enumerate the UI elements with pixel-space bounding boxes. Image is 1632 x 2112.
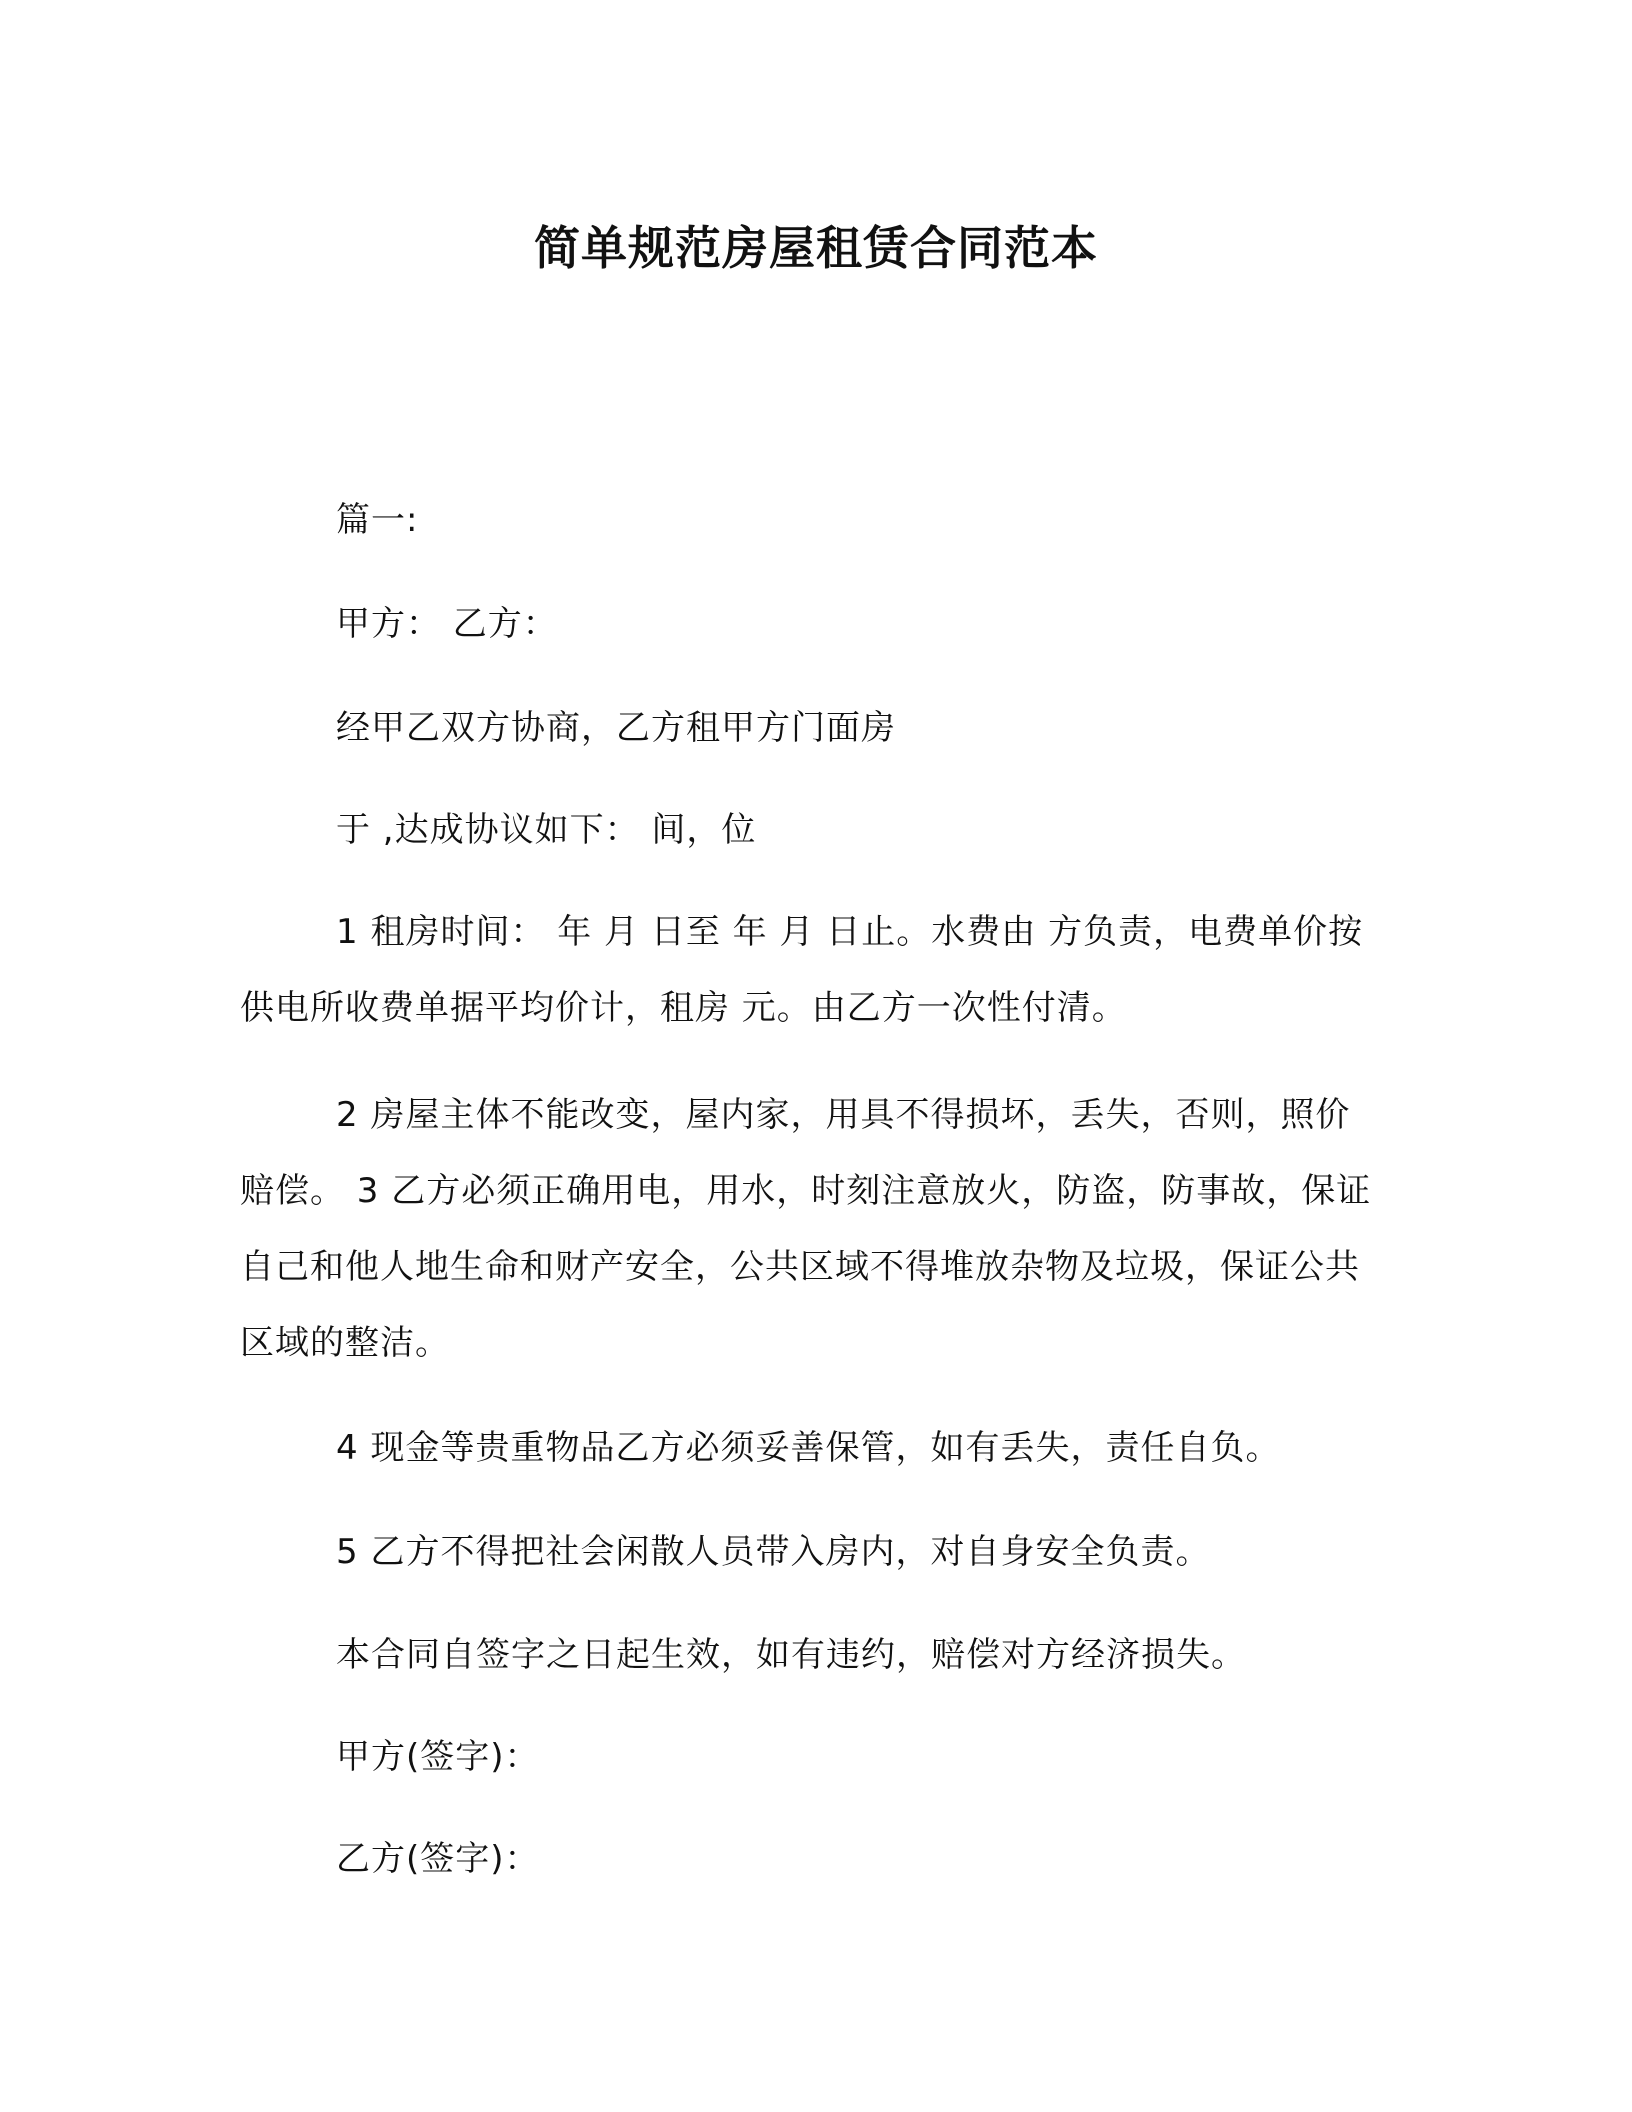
paragraph-negotiation: 经甲乙双方协商，乙方租甲方门面房 — [336, 708, 896, 748]
clause-1-rental-period: 1 租房时间： 年 月 日至 年 月 日止。水费由 方负责，电费单价按供电所收费单据平均价计，租房 元。由乙方一次性付清。 — [240, 912, 1364, 1028]
party-b-signature: 乙方(签字)： — [336, 1839, 540, 1879]
parties-line: 甲方： 乙方： — [336, 604, 558, 644]
clause-5-visitors: 5 乙方不得把社会闲散人员带入房内，对自身安全负责。 — [336, 1532, 1211, 1572]
section-heading: 篇一: — [336, 500, 419, 540]
clause-2-3-property-and-safety: 2 房屋主体不能改变，屋内家，用具不得损坏，丢失，否则，照价赔偿。 3 乙方必须正确用电，用水，时刻注意放火，防盗，防事故，保证自己和他人地生命和财产安全，公共区域不得堆放杂物及垃圾，保证公共区域的整洁。 — [240, 1095, 1372, 1363]
clause-4-valuables: 4 现金等贵重物品乙方必须妥善保管，如有丢失，责任自负。 — [336, 1428, 1281, 1468]
paragraph-agreement: 于 ,达成协议如下： 间，位 — [336, 810, 757, 850]
effective-clause: 本合同自签字之日起生效，如有违约，赔偿对方经济损失。 — [336, 1635, 1246, 1675]
document-title: 简单规范房屋租赁合同范本 — [534, 221, 1098, 275]
party-a-signature: 甲方(签字)： — [336, 1737, 540, 1777]
